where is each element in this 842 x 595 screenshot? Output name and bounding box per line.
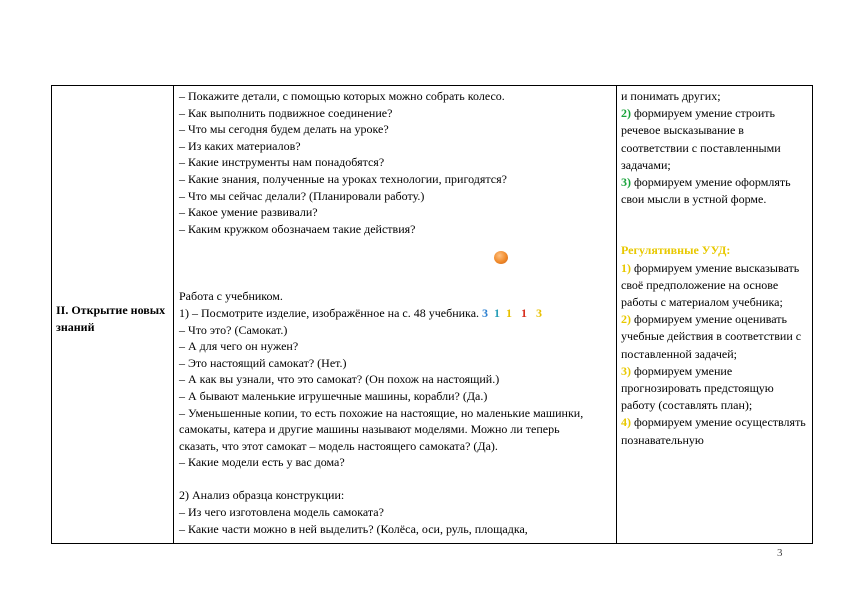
text-line: – Из чего изготовлена модель самоката?: [179, 505, 384, 520]
page-number: 3: [777, 547, 783, 559]
text-line: – Какие инструменты нам понадобятся?: [179, 155, 385, 170]
uud-number: 4): [621, 415, 631, 430]
uud-item: [621, 414, 811, 448]
text-line: – Какие части можно в ней выделить? (Колёса, оси, руль, площадка,: [179, 521, 528, 536]
uud-cell: [621, 88, 811, 449]
text-line: – А для чего он нужен?: [179, 339, 299, 354]
text-line: – Это настоящий самокат? (Нет.): [179, 355, 347, 370]
uud-text: формируем умение осуществлять познавательную: [621, 415, 806, 447]
uud-number: 2): [621, 106, 631, 121]
text-line: – Какие модели есть у вас дома?: [179, 455, 345, 470]
item-2: 2) Анализ образца конструкции:: [179, 488, 345, 503]
stage-cell: II. Открытие новых знаний: [56, 303, 166, 334]
text-line: – Покажите детали, с помощью которых можно собрать колесо.: [179, 89, 505, 103]
item-1: [179, 305, 661, 322]
orange-circle-icon: [494, 251, 508, 264]
text-line: – Как выполнить подвижное соединение?: [179, 105, 393, 120]
item-1-text: 1) – Посмотрите изделие, изображённое на с. 48 учебника.: [179, 305, 480, 320]
uud-item: [621, 105, 811, 174]
work-title: Работа с учебником.: [179, 289, 283, 304]
uud-item: [621, 311, 811, 363]
uud-item: [621, 363, 811, 415]
lesson-table: [51, 85, 813, 544]
text-line: – Что мы сегодня будем делать на уроке?: [179, 122, 389, 137]
text-line: – Что мы сейчас делали? (Планировали работу.): [179, 188, 425, 203]
text-line: – Какие знания, полученные на уроках технологии, пригодятся?: [179, 171, 507, 186]
uud-text: формируем умение прогнозировать предстоящую работу (составлять план);: [621, 363, 774, 413]
uud-text: формируем умение строить речевое высказывание в соответствии с поставленными задачами;: [621, 106, 781, 172]
mark: 1: [521, 305, 528, 320]
column-divider: [173, 86, 174, 543]
circle-marks: [482, 306, 542, 320]
uud-item: [621, 174, 811, 208]
uud-number: 1): [621, 260, 631, 275]
text-line: – А бывают маленькие игрушечные машины, корабли? (Да.): [179, 388, 488, 403]
mark: 3: [482, 305, 489, 320]
text-line: – Что это? (Самокат.): [179, 322, 288, 337]
uud-text: формируем умение высказывать своё предположение на основе работы с материалом учебника;: [621, 260, 800, 310]
uud-number: 3): [621, 363, 631, 378]
uud-text: формируем умение оценивать учебные действия в соответствии с поставленной задачей;: [621, 312, 802, 361]
text-line: – Каким кружком обозначаем такие действия?: [179, 221, 416, 236]
models-paragraph: – Уменьшенные копии, то есть похожие на настоящие, но маленькие машинки, самокаты, катера и другие машины называют моделями. Можно ли теперь сказать, что этот самокат – модель настоящего самоката? (Да).: [179, 405, 584, 453]
text-line: – Какое умение развивали?: [179, 205, 318, 220]
mark: 3: [536, 305, 543, 320]
uud-number: 3): [621, 175, 631, 190]
mark: 1: [494, 305, 501, 320]
uud-number: 2): [621, 312, 631, 327]
uud-text: формируем умение оформлять свои мысли в устной форме.: [621, 175, 791, 207]
teacher-activity-cell: [179, 88, 661, 537]
regulative-heading: Регулятивные УУД:: [621, 243, 731, 258]
uud-item: [621, 260, 811, 312]
text-line: – А как вы узнали, что это самокат? (Он похож на настоящий.): [179, 372, 500, 387]
mark: 1: [506, 305, 513, 320]
uud-text: и понимать других;: [621, 89, 721, 103]
text-line: – Из каких материалов?: [179, 138, 301, 153]
